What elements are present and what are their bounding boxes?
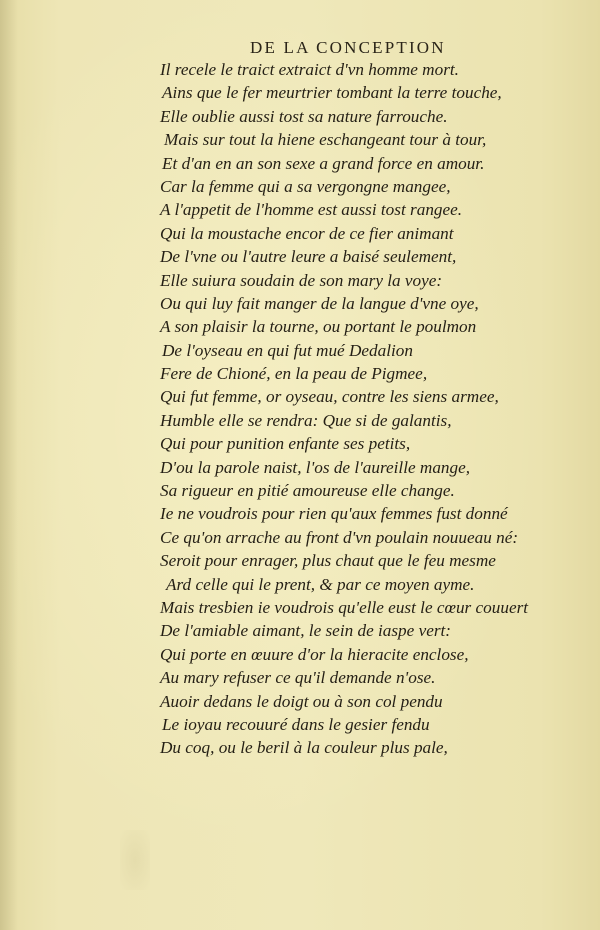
verse-line: Mais tresbien ie voudrois qu'elle eust le cœur couuert — [160, 597, 529, 617]
verse-line: Qui la moustache encor de ce fier animant — [160, 223, 454, 243]
verse-line: Le ioyau recouuré dans le gesier fendu — [162, 714, 430, 734]
verse-line: De l'amiable aimant, le sein de iaspe vert: — [160, 621, 452, 641]
verse-line: A l'appetit de l'homme est aussi tost rangee. — [160, 200, 463, 220]
verse-line: Mais sur tout la hiene eschangeant tour à tour, — [164, 130, 487, 150]
verse-line: De l'oyseau en qui fut mué Dedalion — [162, 340, 413, 360]
verse-line: Ce qu'on arrache au front d'vn poulain nouueau né: — [160, 527, 519, 547]
verse-line: Car la femme qui a sa vergongne mangee, — [160, 176, 451, 196]
paper-stain — [120, 830, 150, 890]
verse-line: Auoir dedans le doigt ou à son col pendu — [160, 691, 443, 711]
verse-line: Du coq, ou le beril à la couleur plus pale, — [160, 738, 448, 758]
verse-line: Il recele le traict extraict d'vn homme mort. — [160, 60, 459, 79]
verse-line: Qui porte en œuure d'or la hieracite enclose, — [160, 644, 469, 664]
verse-line: De l'vne ou l'autre leure a baisé seulement, — [160, 247, 457, 267]
verse-line: Ou qui luy fait manger de la langue d'vne oye, — [160, 293, 479, 313]
verse-text-block — [160, 58, 580, 760]
verse-line: Ie ne voudrois pour rien qu'aux femmes fust donné — [160, 504, 508, 524]
verse-line: Sa rigueur en pitié amoureuse elle change. — [160, 481, 455, 501]
verse-line: A son plaisir la tourne, ou portant le poulmon — [160, 317, 477, 337]
verse-line: Fere de Chioné, en la peau de Pigmee, — [160, 364, 428, 384]
verse-line: D'ou la parole naist, l'os de l'aureille mange, — [160, 457, 471, 477]
verse-line: Ains que le fer meurtrier tombant la terre touche, — [162, 83, 502, 103]
verse-line: Ard celle qui le prent, & par ce moyen ayme. — [166, 574, 475, 594]
running-head: DE LA CONCEPTION — [250, 38, 446, 57]
verse-line: Elle suiura soudain de son mary la voye: — [160, 270, 443, 290]
verse-line: Elle oublie aussi tost sa nature farrouche. — [160, 106, 448, 126]
verse-line: Au mary refuser ce qu'il demande n'ose. — [160, 668, 436, 688]
verse-line: Et d'an en an son sexe a grand force en amour. — [162, 153, 485, 173]
page-gutter-shadow — [0, 0, 18, 930]
verse-line: Humble elle se rendra: Que si de galantis, — [160, 410, 452, 430]
verse-line: Qui pour punition enfante ses petits, — [160, 434, 411, 454]
verse-line: Seroit pour enrager, plus chaut que le feu mesme — [160, 551, 496, 571]
verse-line: Qui fut femme, or oyseau, contre les siens armee, — [160, 387, 499, 407]
